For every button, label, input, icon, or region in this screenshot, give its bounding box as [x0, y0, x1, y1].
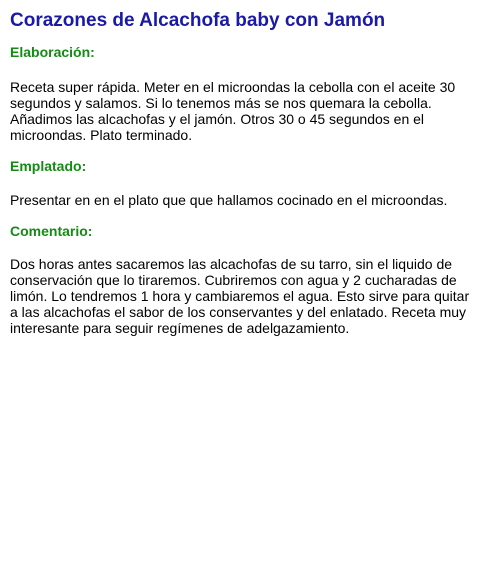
section-heading-emplatado: Emplatado:: [10, 158, 87, 174]
section-heading-comentario: Comentario:: [10, 223, 93, 239]
section-text-emplatado: Presentar en en el plato que que hallamos cocinado en el microondas.: [10, 192, 448, 208]
section-text-elaboracion: Receta super rápida. Meter en el microondas la cebolla con el aceite 30 segundos y salamos. Si lo tenemos más se nos quemara la cebolla. Añadimos las alcachofas y el jamón. Otros 30 o 45 segundos en el microondas. Plato terminado.: [10, 79, 456, 143]
recipe-title: Corazones de Alcachofa baby con Jamón: [10, 10, 386, 31]
section-text-comentario: Dos horas antes sacaremos las alcachofas de su tarro, sin el liquido de conservación que lo tiraremos. Cubriremos con agua y 2 cucharadas de limón. Lo tendremos 1 hora y cambiaremos el agua. Esto sirve para quitar a las alcachofas el sabor de los conservantes y del enlatado. Receta muy interesante para seguir regímenes de adelgazamiento.: [10, 256, 470, 336]
section-heading-elaboracion: Elaboración:: [10, 44, 95, 60]
